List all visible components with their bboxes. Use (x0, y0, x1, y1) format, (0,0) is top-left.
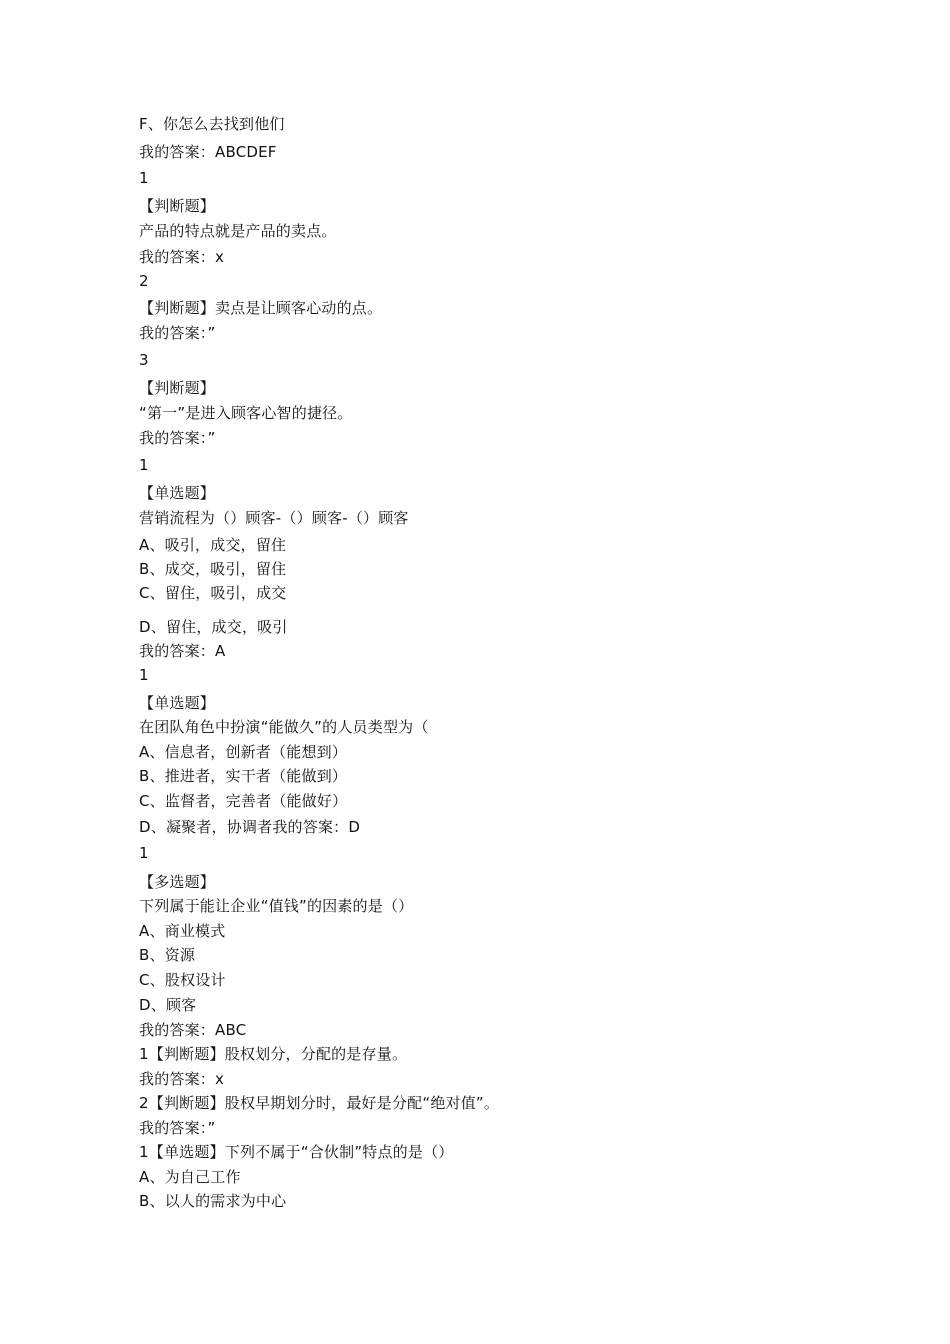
answer-line: 我的答案：” (139, 324, 216, 342)
answer-line: 我的答案：ABC (139, 1021, 247, 1039)
question-text: 2【判断题】股权早期划分时，最好是分配“绝对值”。 (139, 1094, 500, 1112)
option-line: A、吸引，成交，留住 (139, 536, 287, 554)
question-type: 【多选题】 (139, 873, 216, 891)
option-line: B、以人的需求为中心 (139, 1192, 287, 1210)
answer-line: 我的答案：” (139, 1119, 216, 1137)
question-text: 下列属于能让企业“值钱”的因素的是（） (139, 897, 414, 915)
option-line: C、股权设计 (139, 971, 226, 989)
option-line: A、为自己工作 (139, 1168, 241, 1186)
question-number: 1 (139, 456, 149, 474)
option-line: D、留住，成交，吸引 (139, 618, 288, 636)
answer-line: 我的答案：A (139, 642, 226, 660)
question-text: 产品的特点就是产品的卖点。 (139, 222, 337, 240)
option-line: B、成交，吸引，留住 (139, 560, 287, 578)
question-number: 3 (139, 351, 149, 369)
option-line: C、监督者，完善者（能做好） (139, 792, 348, 810)
answer-line: 我的答案：x (139, 248, 225, 266)
option-line: D、顾客 (139, 996, 197, 1014)
question-type: 【判断题】 (139, 379, 216, 397)
answer-line: 我的答案：x (139, 1070, 225, 1088)
question-text: “第一”是进入顾客心智的捷径。 (139, 404, 353, 422)
answer-line: 我的答案：” (139, 429, 216, 447)
question-text: 营销流程为（）顾客-（）顾客-（）顾客 (139, 509, 409, 527)
question-text: 【判断题】卖点是让顾客心动的点。 (139, 299, 383, 317)
question-number: 1 (139, 169, 149, 187)
option-line: A、信息者，创新者（能想到） (139, 743, 348, 761)
option-line: D、凝聚者，协调者我的答案：D (139, 818, 361, 836)
option-line: C、留住，吸引，成交 (139, 584, 287, 602)
question-number: 1 (139, 844, 149, 862)
question-number: 1 (139, 666, 149, 684)
question-type: 【单选题】 (139, 694, 216, 712)
answer-line: 我的答案：ABCDEF (139, 143, 277, 161)
option-line: F、你怎么去找到他们 (139, 115, 285, 133)
question-text: 在团队角色中扮演“能做久”的人员类型为（ (139, 718, 429, 736)
option-line: B、资源 (139, 946, 196, 964)
option-line: B、推进者，实干者（能做到） (139, 767, 348, 785)
question-number: 2 (139, 272, 149, 290)
question-type: 【判断题】 (139, 197, 216, 215)
question-type: 【单选题】 (139, 484, 216, 502)
question-text: 1【判断题】股权划分，分配的是存量。 (139, 1045, 408, 1063)
option-line: A、商业模式 (139, 922, 226, 940)
question-text: 1【单选题】下列不属于“合伙制”特点的是（） (139, 1143, 454, 1161)
